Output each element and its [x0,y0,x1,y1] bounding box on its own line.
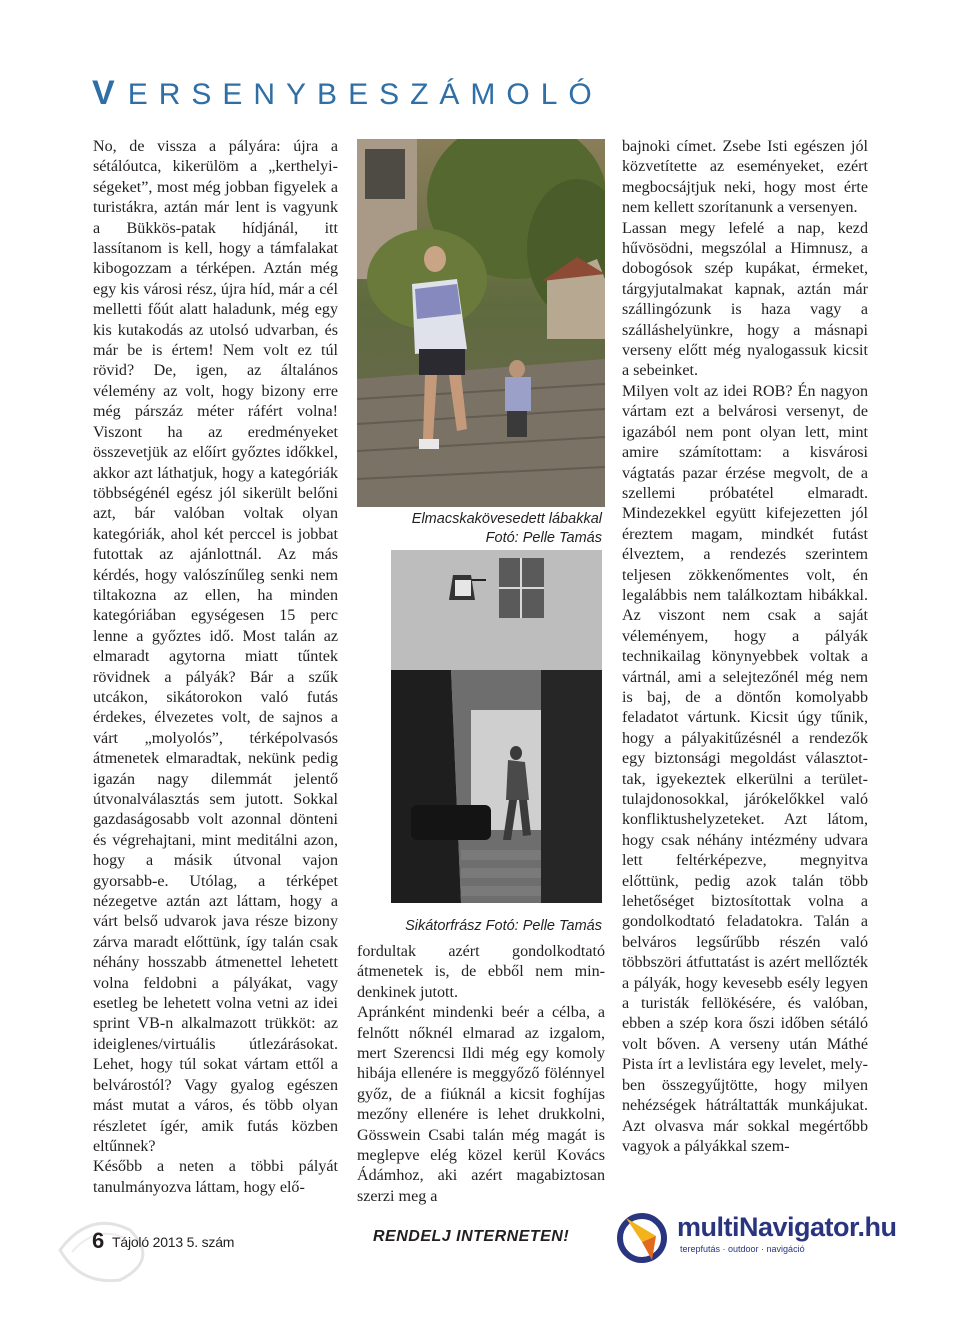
photo-alley-image [391,550,602,903]
section-title [92,74,603,113]
photo-runners-cobblestone-image [357,139,605,507]
photo1-caption [412,510,602,548]
multinavigator-logo[interactable] [612,1208,897,1264]
middle-paragraph-1: fordultak azért gondolkodtató átmenetek is, de ebből nem mindenkinek jutott. [357,943,605,1001]
logo-text: multiNavigator.hu [677,1212,897,1242]
navigator-compass-icon [612,1208,676,1264]
left-column [93,137,338,1198]
page-number: 6 [92,1228,105,1253]
logo-tagline: terepfutás · outdoor · navigáció [680,1244,805,1254]
publication-info: Tájoló 2013 5. szám [112,1234,235,1250]
section-title-rest: ERSENYBESZÁMOLÓ [127,78,603,111]
left-paragraph-1: No, de vissza a pályára: újra a sétálóutca, kikerülöm a „kerthelyiségeket”, most még jobban figyelek a turistákra, aztán már lent is vagyunk a Bükkös-patak hídjánál, itt lassítanom is kell, hogy a támfalakat kibogozzam a térképen. Aztán még egy kis városi rész, újra híd, már a cél melletti főút alatt haladunk, még egy kis kutakodás az utolsó udvarban, és már be is értem! Nem volt ez túl rövid? De, igen, az általános vélemény az volt, hogy bizony erre még párszáz méter ráfért volna! Viszont ha az eredményeket összevetjük az előírt győztes időkkel, akkor azt láthatjuk, hogy a kategóriák többségénél egész jól sikerült belőni azt, bár valóban voltak olyan kategóriák, ahol két perccel is jobbat futottak az ajánlottnál. Az más kérdés, hogy valószínűleg senki nem tiltakozna az ellen, ha minden kategóriában egységesen 15 perc lenne a győztes idő. Most talán az elmaradt agytorna miatt tűntek rövidnek a pályák? Bár a szűk utcákon, sikátorokon való futás érdekes, élvezetes volt, de sajnos a várt „molyolós”, térképolvasós átmenetek elmaradtak, nekünk pedig igazán nagy dilemmát jelentő útvonalválasztás sem jutott. Sokkal gazdaságosabb volt azonnal dönteni és végrehajtani, mint meditálni azon, hogy a másik útvonal vajon gyorsabb-e. Utólag, a térképet nézegetve aztán azt láttam, hogy a várt belső udvarok java része bizony zárva maradt előttünk, így talán csak néhány hosszabb átmenettel lehetett volna feldobni a pályákat, vagy esetleg be lehetett volna vetni az idei sprint VB-n alkalmazott trükköt: az ideiglenes/virtuális útlezárásokat. Lehet, hogy túl sokat vártam ettől a belvárostól? Vagy gyalog egészen mást mutat a város, és több olyan részletet ígér, amik futás közben eltűnnek? [93,138,338,1155]
middle-paragraph-2: Apránként mindenki beér a célba, a felnőtt nőknél elmarad az izgalom, mert Szerencsi Ildi még egy komoly hibája ellenére is meggyőző fölénnyel győz, de a fiúknál a kicsit foghíjas mezőny ellenére is lehet drukkolni, Gösswein Csabi talán még magát is meglepve elég közel kerül Kovács Ádámhoz, aki azért magabiztosan szerzi meg a [357,1004,605,1205]
section-title-initial: V [92,74,128,112]
right-column [622,137,868,1157]
photo-runners-cobblestone [357,139,605,507]
middle-column [357,942,605,1207]
right-paragraph-2: Lassan megy lefelé a nap, kezd hűvösödni, megszólal a Himnusz, a dobogósok szép kupákat, érmeket, tárgyjutalmakat kapnak, aztán már szállingózunk is haza vagy a szálláshelyünkre, hogy a másnapi verseny előtt még nyalogassuk kicsit a sebeinket. [622,219,868,380]
left-paragraph-2: Később a neten a többi pályát tanulmányozva láttam, hogy elő- [93,1158,338,1196]
right-paragraph-1: bajnoki címet. Zsebe Isti egészen jól közvetítette az eseményeket, ezért megbocsájtjuk neki, hogy most érte nem kellett szorítanunk a versenyen. [622,138,868,217]
right-paragraph-3: Milyen volt az idei ROB? Én nagyon vártam ezt a belvárosi versenyt, de igazából nem pont olyan lett, mint amire számítottam: a kisvárosi vágtatás pazar érzése megvolt, de a szellemi próbatétel elmaradt. Mindezekkel együtt kifejezetten jól éreztem magam, mindkét futást élveztem, a rendezés szerintem teljesen zökkenőmentes volt, én legalábbis nem találkoztam hibákkal. Az viszont nem csak a saját véleményem, hogy a pályák technikailag könynyebbek voltak a vártnál, ami a selejtezőnél még nem is baj, de a döntőn komolyabb feladatot vártunk. Kicsit úgy tűnik, hogy a pályakitűzésnél a rendezők egy biztonsági megoldást választottak, igyekeztek elkerülni a terület-tulajdonosokkal, járókelőkkel való konfliktushelyzeteket. Azt látom, hogy csak néhány intézmény udvara lett feltérképezve, megnyitva előttünk, pedig azok talán több lehetőséget biztosítottak volna a gondolkodtató feladatokra. Talán a belváros legsűrűbb részén való többszöri átfuttatást is azért mellőzték a pályák, hogy kevesebb esély legyen a turisták fellökésére, és valóban, ebben a szép kora őszi időben sétáló volt bőven. A verseny után Máthé Pista írt a levlistára egy levelet, melyben összegyűjtötte, hogy milyen nehézségek hátráltatták munkájukat. Azt olvasva már sokkal megértőbb vagyok a pályákkal szem- [622,382,868,1155]
photo2-caption: Sikátorfrász Fotó: Pelle Tamás [405,918,602,934]
order-online-banner[interactable]: RENDELJ INTERNETEN! [373,1228,570,1245]
photo1-caption-title: Elmacskakövesedett lábakkal [411,511,602,527]
photo1-caption-credit: Fotó: Pelle Tamás [485,530,602,546]
photo-alley [391,550,602,903]
